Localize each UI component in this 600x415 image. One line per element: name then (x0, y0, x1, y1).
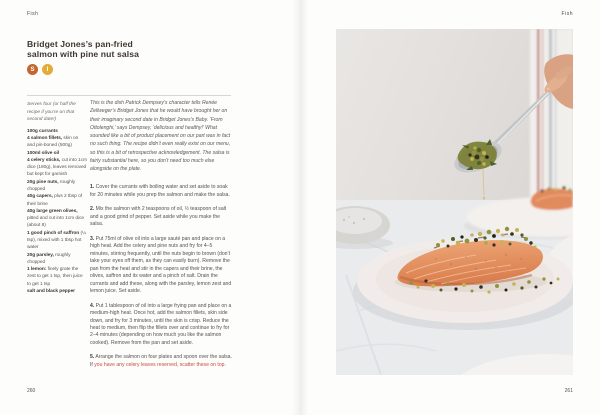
method-step: 5. Arrange the salmon on four plates and spoon over the salsa. If you have any celery leaves reserved, scatter these on top. (90, 354, 232, 368)
method-step: 4. Put 1 tablespoon of oil into a large frying pan and place on a medium-high heat. Once hot, add the salmon fillets, skin side down, and fry for 3 minutes, until the skin is crisp. Reduce the heat to medium, then flip the fillets over and continue to fry for 2–4 minutes (depending on how much you like the salmon cooked). Remove from the pan and set aside. (90, 302, 232, 346)
recipe-title-line1: Bridget Jones’s pan-fried (27, 39, 133, 49)
method-step: 2. Mix the salmon with 2 teaspoons of oil, ½ teaspoon of salt and a good grind of pepper. Set aside while you make the salsa. (90, 206, 227, 228)
recipe-title-line2: salmon with pine nut salsa (27, 49, 139, 60)
recipe-badges (27, 64, 53, 75)
badge-short-on-time-icon: S (27, 64, 38, 75)
ingredient-item: 20g parsley, roughly chopped (27, 252, 71, 265)
running-head-right: Fish (561, 11, 573, 17)
ingredient-item: 100ml olive oil (27, 150, 60, 156)
ingredient-item: 20g pine nuts, roughly chopped (27, 179, 76, 192)
ingredient-item: 4 celery sticks, cut into 1cm dice (180g), leaves removed but kept for garnish (27, 157, 87, 178)
recipe-intro: This is the dish Patrick Dempsey’s character tells Renée Zellweger’s Bridget Jones that he would have brought her on their imaginary second date in Bridget Jones’s Baby. ‘From Ottolenghi,’ says Dempsey, ‘delicious and healthy!’ What sounded like a bit of product placement on our part was in fact no such thing. The recipe didn’t even really exist on our menu, so this is a bit of retrospective acknowledgement. The salsa is fairly substantial here, so you don’t need too much else alongside on the plate. (90, 100, 231, 172)
serves-note: Serves four (or half the recipe if you’re on that second date!) (27, 102, 76, 123)
ingredient-item: salt and black pepper (27, 288, 76, 294)
page-gutter (292, 0, 308, 415)
ingredient-item: 40g capers, plus 2 tbsp of their brine (27, 194, 82, 207)
ingredients-sidebar (27, 101, 87, 295)
method-step: 1. Cover the currants with boiling water and set aside to soak for 20 minutes while you prep the salmon and make the salsa. (90, 184, 230, 198)
ingredient-item: 1 good pinch of saffron (¼ tsp), mixed with 1 tbsp hot water (27, 230, 86, 251)
salmon-photo (336, 29, 573, 375)
ingredient-item: 40g large green olives, pitted and cut into 1cm dice (about 8) (27, 208, 84, 229)
badge-ingredients-icon: I (42, 64, 53, 75)
page-number-left: 260 (27, 388, 36, 394)
ingredient-item: 100g currants (27, 128, 58, 134)
method-step: 3. Put 75ml of olive oil into a large sauté pan and place on a high heat. Add the celery and pine nuts and fry for 4–5 minutes, stirring frequently, until the nuts begin to brown (don’t take your eyes off them, as they can easily burn). Remove the pan from the heat and stir in the capers and their brine, the olives, saffron and its water and a pinch of salt. Drain the currants and add these, along with the parsley, lemon zest and lemon juice. Set aside. (90, 235, 232, 295)
divider-rule (27, 95, 231, 96)
method-column (90, 99, 232, 376)
ingredient-item: 1 lemon: finely grate the zest to get 1 tsp, then juice to get 1 tsp (27, 267, 83, 287)
running-head-left: Fish (27, 11, 39, 17)
ingredient-item: 4 salmon fillets, skin on and pin-boned (500g) (27, 136, 79, 149)
page-number-right: 261 (564, 388, 573, 394)
recipe-title (27, 39, 177, 60)
